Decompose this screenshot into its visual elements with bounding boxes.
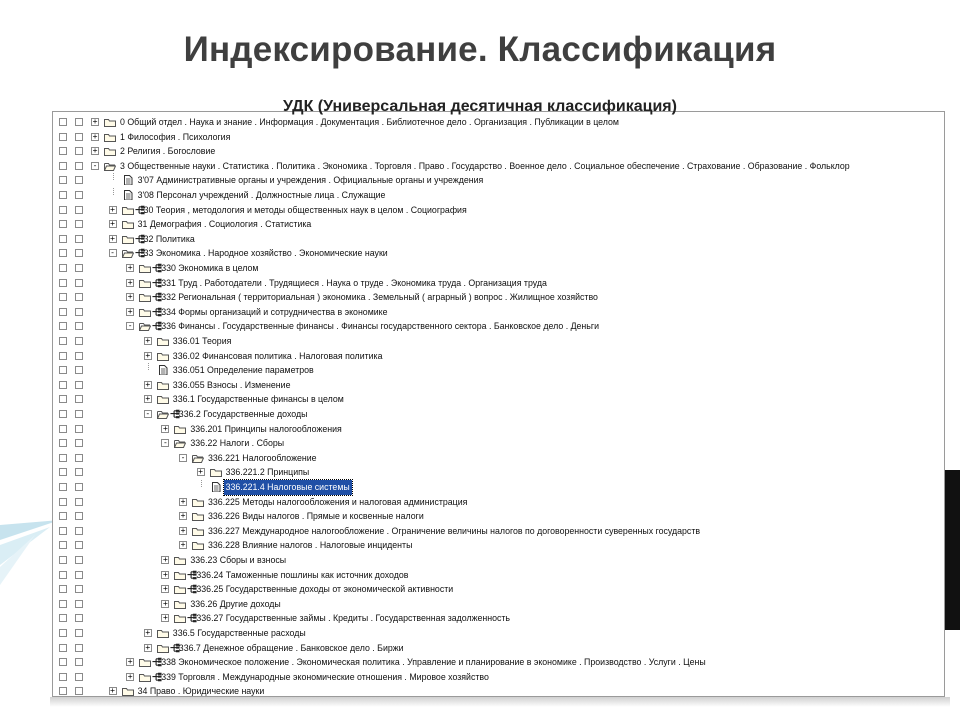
tree-row-label[interactable]: 334 Формы организаций и сотрудничества в экономике xyxy=(161,306,388,317)
row-checkbox-secondary[interactable] xyxy=(75,410,83,418)
expand-toggle[interactable]: + xyxy=(110,204,115,214)
row-checkbox-secondary[interactable] xyxy=(75,206,83,214)
row-checkbox[interactable] xyxy=(59,249,67,257)
row-checkbox[interactable] xyxy=(59,687,67,695)
row-checkbox[interactable] xyxy=(59,658,67,666)
tree-row-label[interactable]: 336.22 Налоги . Сборы xyxy=(190,438,285,449)
row-checkbox[interactable] xyxy=(59,395,67,403)
expand-toggle[interactable]: + xyxy=(127,306,133,316)
tree-row-label[interactable]: 0 Общий отдел . Наука и знание . Информация . Документация . Библиотечное дело . Организация . Публикации в целом xyxy=(120,117,619,127)
row-checkbox-secondary[interactable] xyxy=(75,147,83,155)
expand-toggle[interactable]: + xyxy=(162,569,168,579)
row-checkbox[interactable] xyxy=(59,235,67,243)
tree-row-label[interactable]: 30 Теория , методология и методы общественных наук в целом . Социография xyxy=(143,204,467,215)
tree-row-label[interactable]: 336.24 Таможенные пошлины как источник доходов xyxy=(196,569,409,580)
folder-icon xyxy=(174,599,186,609)
tree-row-label[interactable]: 336.1 Государственные финансы в целом xyxy=(172,394,344,405)
row-checkbox-secondary[interactable] xyxy=(75,454,83,462)
tree-row[interactable] xyxy=(53,422,945,437)
document-icon xyxy=(122,175,134,185)
row-checkbox-secondary[interactable] xyxy=(75,191,83,199)
row-checkbox-secondary[interactable] xyxy=(75,162,83,170)
row-checkbox-secondary[interactable] xyxy=(75,498,83,506)
expand-toggle[interactable]: + xyxy=(162,613,168,623)
expand-toggle[interactable]: + xyxy=(180,525,186,535)
tree-row[interactable] xyxy=(53,392,945,407)
row-checkbox[interactable] xyxy=(59,644,67,652)
expand-toggle[interactable]: + xyxy=(162,598,168,608)
row-checkbox[interactable] xyxy=(59,425,67,433)
folder-icon xyxy=(104,146,116,156)
tree-row-label[interactable]: 3'08 Персонал учреждений . Должностные лица . Служащие xyxy=(137,190,386,200)
tree-row[interactable] xyxy=(53,232,945,247)
tree-row-label[interactable]: 336.225 Методы налогообложения и налоговая администрация xyxy=(208,496,468,507)
row-checkbox-secondary[interactable] xyxy=(75,366,83,374)
folder-icon xyxy=(104,132,116,142)
tree-row-label[interactable]: 336.228 Влияние налогов . Налоговые инциденты xyxy=(208,540,413,551)
expand-toggle[interactable]: + xyxy=(145,336,151,345)
tree-row-label[interactable]: 336.26 Другие доходы xyxy=(190,598,281,609)
tree-row[interactable] xyxy=(53,188,945,203)
row-checkbox-secondary[interactable] xyxy=(75,658,83,666)
row-checkbox-secondary[interactable] xyxy=(75,527,83,535)
collapse-toggle[interactable]: - xyxy=(92,160,98,170)
row-checkbox-secondary[interactable] xyxy=(75,118,83,126)
tree-row-label[interactable]: 336.27 Государственные займы . Кредиты . Государственная задолженность xyxy=(196,613,510,624)
expand-toggle[interactable]: + xyxy=(110,233,115,243)
tree-row-label[interactable]: 336.2 Государственные доходы xyxy=(178,409,308,419)
tree-row-label[interactable]: 33 Экономика . Народное хозяйство . Экономические науки xyxy=(143,248,388,259)
slide-decoration-right xyxy=(945,470,960,630)
tree-row-label[interactable]: 336.201 Принципы налогообложения xyxy=(190,423,342,434)
tree-row[interactable] xyxy=(53,363,945,378)
expand-toggle[interactable]: + xyxy=(145,628,151,637)
tree-row[interactable] xyxy=(53,217,945,232)
row-checkbox-secondary[interactable] xyxy=(75,425,83,433)
expand-toggle[interactable]: + xyxy=(110,686,115,696)
folder-open-icon xyxy=(174,438,186,448)
tree-row[interactable] xyxy=(53,159,945,174)
folder-icon xyxy=(139,307,151,317)
folder-icon xyxy=(210,467,222,477)
row-checkbox-secondary[interactable] xyxy=(75,468,83,476)
row-checkbox[interactable] xyxy=(59,439,67,447)
folder-open-icon xyxy=(139,321,151,331)
tree-row-label[interactable]: 2 Религия . Богословие xyxy=(120,146,216,157)
row-checkbox-secondary[interactable] xyxy=(75,279,83,287)
folder-icon xyxy=(122,205,134,215)
tree-row-label[interactable]: 336.02 Финансовая политика . Налоговая политика xyxy=(172,350,383,361)
expand-toggle[interactable]: + xyxy=(162,584,168,594)
row-checkbox[interactable] xyxy=(59,133,67,141)
row-checkbox[interactable] xyxy=(59,176,67,184)
expand-toggle[interactable]: + xyxy=(127,671,133,681)
tree-row[interactable] xyxy=(53,276,945,291)
slide-subtitle: УДК (Универсальная десятичная классификация) xyxy=(283,98,677,115)
tree-row-label[interactable]: 336.226 Виды налогов . Прямые и косвенные налоги xyxy=(208,511,424,522)
tree-row-label-selected[interactable]: 336.221.4 Налоговые системы xyxy=(224,480,352,495)
row-checkbox-secondary[interactable] xyxy=(75,337,83,345)
row-checkbox-secondary[interactable] xyxy=(75,512,83,520)
collapse-toggle[interactable]: - xyxy=(162,438,168,448)
tree-row[interactable] xyxy=(53,378,945,393)
tree-row-label[interactable]: 3'07 Административные органы и учреждения . Официальные органы и учреждения xyxy=(137,175,484,186)
row-checkbox-secondary[interactable] xyxy=(75,249,83,257)
row-checkbox-secondary[interactable] xyxy=(75,235,83,243)
row-checkbox[interactable] xyxy=(59,600,67,608)
row-checkbox[interactable] xyxy=(59,191,67,199)
tree-row-label[interactable]: 336.23 Сборы и взносы xyxy=(190,555,287,565)
tree-row[interactable] xyxy=(53,611,945,626)
tree-row-label[interactable]: 338 Экономическое положение . Экономическая политика . Управление и планирование в экономике . Производство . Услуги . Цены xyxy=(161,657,706,668)
tree-row-label[interactable]: 330 Экономика в целом xyxy=(161,263,259,273)
tree-row[interactable] xyxy=(53,261,945,276)
folder-icon xyxy=(192,497,204,507)
tree-row[interactable] xyxy=(53,305,945,320)
row-checkbox-secondary[interactable] xyxy=(75,322,83,330)
tree-row[interactable] xyxy=(53,480,945,495)
row-checkbox[interactable] xyxy=(59,585,67,593)
folder-icon xyxy=(192,540,204,550)
tree-row[interactable] xyxy=(53,173,945,188)
expand-toggle[interactable]: + xyxy=(180,511,186,521)
folder-open-icon xyxy=(122,248,134,258)
tree-row[interactable] xyxy=(53,319,945,334)
tree-row-label[interactable]: 336.7 Денежное обращение . Банковское дело . Биржи xyxy=(178,642,404,653)
tree-row[interactable] xyxy=(53,144,945,159)
row-checkbox[interactable] xyxy=(59,206,67,214)
row-checkbox[interactable] xyxy=(59,381,67,389)
tree-row-label[interactable]: 336.055 Взносы . Изменение xyxy=(172,379,291,390)
tree-row-label[interactable]: 31 Демография . Социология . Статистика xyxy=(137,219,312,230)
row-checkbox-secondary[interactable] xyxy=(75,133,83,141)
tree-row[interactable] xyxy=(53,465,945,480)
folder-icon xyxy=(157,336,169,346)
slide-title: Индексирование. Классификация xyxy=(183,30,777,69)
tree-row-label[interactable]: 336.5 Государственные расходы xyxy=(172,628,306,638)
expand-toggle[interactable]: + xyxy=(127,657,133,667)
folder-open-icon xyxy=(192,453,204,463)
folder-icon xyxy=(157,643,169,653)
collapse-toggle[interactable]: - xyxy=(110,248,115,258)
row-checkbox[interactable] xyxy=(59,118,67,126)
folder-icon xyxy=(139,657,151,667)
expand-toggle[interactable]: + xyxy=(127,292,133,302)
tree-row-label[interactable]: 32 Политика xyxy=(143,233,195,244)
folder-icon xyxy=(157,394,169,404)
row-checkbox[interactable] xyxy=(59,220,67,228)
row-checkbox-secondary[interactable] xyxy=(75,176,83,184)
row-checkbox-secondary[interactable] xyxy=(75,541,83,549)
tree-row[interactable] xyxy=(53,597,945,612)
folder-icon xyxy=(139,292,151,302)
expand-toggle[interactable]: + xyxy=(180,496,186,506)
tree-row[interactable] xyxy=(53,290,945,305)
folder-icon xyxy=(157,628,169,638)
collapse-toggle[interactable]: - xyxy=(127,321,133,331)
row-checkbox-secondary[interactable] xyxy=(75,556,83,564)
tree-connector xyxy=(148,363,149,370)
row-checkbox[interactable] xyxy=(59,308,67,316)
tree-connector xyxy=(113,188,114,195)
collapse-toggle[interactable]: - xyxy=(180,452,186,462)
row-checkbox[interactable] xyxy=(59,512,67,520)
tree-row[interactable] xyxy=(53,203,945,218)
row-checkbox-secondary[interactable] xyxy=(75,220,83,228)
expand-toggle[interactable]: + xyxy=(198,467,203,477)
folder-icon xyxy=(122,686,134,696)
row-checkbox[interactable] xyxy=(59,468,67,476)
tree-row-label[interactable]: 336.051 Определение параметров xyxy=(172,365,314,376)
expand-toggle[interactable]: + xyxy=(127,277,133,287)
row-checkbox-secondary[interactable] xyxy=(75,687,83,695)
row-checkbox-secondary[interactable] xyxy=(75,585,83,593)
document-icon xyxy=(157,365,169,375)
folder-icon xyxy=(122,234,134,244)
row-checkbox-secondary[interactable] xyxy=(75,614,83,622)
tree-row[interactable] xyxy=(53,568,945,583)
tree-row[interactable] xyxy=(53,334,945,349)
tree-connector xyxy=(201,480,202,487)
row-checkbox[interactable] xyxy=(59,673,67,681)
tree-row[interactable] xyxy=(53,524,945,539)
row-checkbox[interactable] xyxy=(59,293,67,301)
row-checkbox-secondary[interactable] xyxy=(75,293,83,301)
tree-row[interactable] xyxy=(53,115,945,130)
tree-row[interactable] xyxy=(53,670,945,685)
row-checkbox[interactable] xyxy=(59,556,67,564)
tree-row[interactable] xyxy=(53,436,945,451)
expand-toggle[interactable]: + xyxy=(180,540,186,550)
row-checkbox[interactable] xyxy=(59,279,67,287)
row-checkbox-secondary[interactable] xyxy=(75,395,83,403)
folder-icon xyxy=(174,613,186,623)
tree-row[interactable] xyxy=(53,655,945,670)
tree-row[interactable] xyxy=(53,538,945,553)
row-checkbox[interactable] xyxy=(59,483,67,491)
row-checkbox[interactable] xyxy=(59,527,67,535)
tree-row[interactable] xyxy=(53,626,945,641)
row-checkbox-secondary[interactable] xyxy=(75,439,83,447)
tree-connector xyxy=(113,173,114,180)
expand-toggle[interactable]: + xyxy=(110,219,115,229)
document-icon xyxy=(122,190,134,200)
row-checkbox[interactable] xyxy=(59,498,67,506)
expand-toggle[interactable]: + xyxy=(162,423,168,433)
document-icon xyxy=(210,482,222,492)
tree-row-label[interactable]: 1 Философия . Психология xyxy=(120,131,231,142)
tree-row[interactable] xyxy=(53,349,945,364)
tree-row-label[interactable]: 331 Труд . Работодатели . Трудящиеся . Наука о труде . Экономика труда . Организация труда xyxy=(161,277,547,288)
row-checkbox-secondary[interactable] xyxy=(75,381,83,389)
folder-icon xyxy=(157,351,169,361)
row-checkbox-secondary[interactable] xyxy=(75,308,83,316)
folder-icon xyxy=(139,278,151,288)
row-checkbox[interactable] xyxy=(59,541,67,549)
folder-icon xyxy=(192,526,204,536)
folder-icon xyxy=(157,380,169,390)
row-checkbox-secondary[interactable] xyxy=(75,571,83,579)
tree-row[interactable] xyxy=(53,407,945,422)
tree-row-label[interactable]: 336.221 Налогообложение xyxy=(208,452,317,463)
expand-toggle[interactable]: + xyxy=(145,642,151,652)
classification-tree[interactable] xyxy=(52,111,945,697)
row-checkbox[interactable] xyxy=(59,614,67,622)
tree-row-label[interactable]: 336.227 Международное налогообложение . Ограничение величины налогов по договоренности суверенных государств xyxy=(208,525,701,536)
row-checkbox[interactable] xyxy=(59,629,67,637)
tree-row[interactable] xyxy=(53,246,945,261)
expand-toggle[interactable]: + xyxy=(92,131,98,141)
row-checkbox[interactable] xyxy=(59,571,67,579)
row-checkbox-secondary[interactable] xyxy=(75,673,83,681)
folder-icon xyxy=(192,511,204,521)
row-checkbox-secondary[interactable] xyxy=(75,629,83,637)
folder-icon xyxy=(174,584,186,594)
row-checkbox-secondary[interactable] xyxy=(75,483,83,491)
row-checkbox[interactable] xyxy=(59,454,67,462)
row-checkbox-secondary[interactable] xyxy=(75,644,83,652)
row-checkbox[interactable] xyxy=(59,147,67,155)
tree-row[interactable] xyxy=(53,495,945,510)
tree-row[interactable] xyxy=(53,130,945,145)
folder-open-icon xyxy=(104,161,116,171)
folder-icon xyxy=(104,117,116,127)
row-checkbox[interactable] xyxy=(59,162,67,170)
tree-row[interactable] xyxy=(53,553,945,568)
folder-icon xyxy=(174,424,186,434)
folder-open-icon xyxy=(157,409,169,419)
folder-icon xyxy=(139,672,151,682)
row-checkbox[interactable] xyxy=(59,366,67,374)
expand-toggle[interactable]: + xyxy=(145,379,151,389)
row-checkbox[interactable] xyxy=(59,322,67,330)
row-checkbox[interactable] xyxy=(59,352,67,360)
expand-toggle[interactable]: + xyxy=(92,117,98,126)
folder-icon xyxy=(139,263,151,273)
slide-shadow xyxy=(50,697,950,707)
row-checkbox-secondary[interactable] xyxy=(75,264,83,272)
folder-icon xyxy=(174,570,186,580)
expand-toggle[interactable]: + xyxy=(162,555,168,564)
tree-row-label[interactable]: 336.221.2 Принципы xyxy=(225,467,310,478)
expand-toggle[interactable]: + xyxy=(145,350,151,360)
row-checkbox[interactable] xyxy=(59,410,67,418)
tree-row-label[interactable]: 336.01 Теория xyxy=(172,336,232,346)
tree-row-label[interactable]: 336 Финансы . Государственные финансы . Финансы государственного сектора . Банковское дело . Деньги xyxy=(161,321,599,332)
collapse-toggle[interactable]: - xyxy=(145,409,151,418)
expand-toggle[interactable]: + xyxy=(92,146,98,156)
tree-row-label[interactable]: 336.25 Государственные доходы от экономической активности xyxy=(196,584,454,595)
tree-row-label[interactable]: 339 Торговля . Международные экономические отношения . Мировое хозяйство xyxy=(161,671,489,682)
row-checkbox[interactable] xyxy=(59,264,67,272)
folder-icon xyxy=(122,219,134,229)
tree-row[interactable] xyxy=(53,509,945,524)
tree-row[interactable] xyxy=(53,451,945,466)
expand-toggle[interactable]: + xyxy=(145,394,151,404)
expand-toggle[interactable]: + xyxy=(127,263,133,272)
tree-row[interactable] xyxy=(53,641,945,656)
tree-row-label[interactable]: 34 Право . Юридические науки xyxy=(137,686,265,697)
tree-row[interactable] xyxy=(53,582,945,597)
row-checkbox[interactable] xyxy=(59,337,67,345)
slide-decoration-left xyxy=(0,505,60,585)
row-checkbox-secondary[interactable] xyxy=(75,600,83,608)
tree-row-label[interactable]: 332 Региональная ( территориальная ) экономика . Земельный ( аграрный ) вопрос . Жилищное хозяйство xyxy=(161,292,598,303)
folder-icon xyxy=(174,555,186,565)
tree-row-label[interactable]: 3 Общественные науки . Статистика . Политика . Экономика . Торговля . Право . Государство . Военное дело . Социальное обеспечение . Страхование . Образование . Фольклор xyxy=(120,160,850,171)
row-checkbox-secondary[interactable] xyxy=(75,352,83,360)
tree-row[interactable] xyxy=(53,684,945,697)
